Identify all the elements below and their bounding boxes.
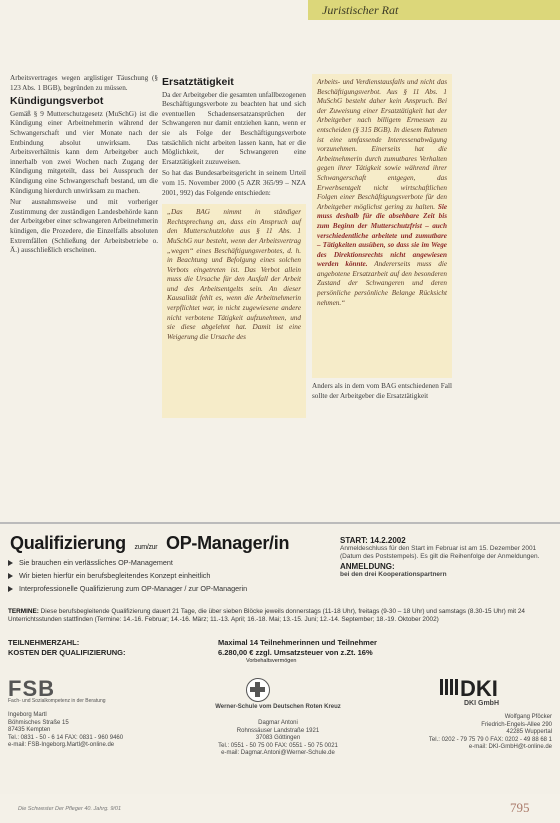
ad-bullet: Interprofessionelle Qualifizierung zum OP-Manager / zur OP-Managerin bbox=[8, 584, 338, 593]
red-cross-icon bbox=[246, 678, 270, 702]
fsb-contact: Ingeborg Martl Böhmisches Straße 15 87435 Kempten Tel.: 0831 - 50 - 6 14 FAX: 0831 - 960 9460 e-mail: FSB-Ingeborg.Martl@t-online.de bbox=[8, 712, 168, 750]
fsb-logo: FSB bbox=[8, 676, 55, 701]
column-3 bbox=[312, 74, 452, 403]
ad-start-info bbox=[340, 537, 550, 579]
col1-para2: Nur ausnahmsweise und mit vorheriger Zustimmung der zuständigen Landesbehörde kann der Arbeitgeber einer schwangeren Arbeitnehmerin kündigen, die Prozedere, die Einzelfalls absoluten Extremfällen (Schließung der Arbeitsbetriebe o. Ä.) ausschließlich erscheinen. bbox=[10, 198, 158, 255]
ad-title-small: zum/zur bbox=[134, 544, 158, 551]
quote-cont-a: Arbeits- und Verdienstausfalls und nicht das Beschäftigungsverbot. Aus § 11 Abs. 1 MuSchG besteht daher kein Anspruch. Bei der Zuweisung einer Ersatztätigkeit hat der Arbeitgeber nach billigem Ermessen zu entscheiden (§ 315 BGB). In diesem Rahmen ist eine umfassende Interessenabwägung vorzunehmen. Einerseits hat die Arbeitnehmerin durch zumutbares Verhalten gegen ihrer Tätigkeit sowie während ihrer Schwangerschaft entgegen, das Erwerbsentgelt nicht wirtschaftlichen Folgen einer Beschäftigungsverbote für den Arbeitgeber möglichst gering zu halten. bbox=[317, 78, 447, 211]
col1-para1: Gemäß § 9 Mutterschutzgesetz (MuSchG) ist die Kündigung einer Arbeitnehmerin während der Schwangerschaft und vier Monate nach der Entbindung absolut unwirksam. Das Arbeitsverhältnis kann dem Arbeitgeber auch innerhalb von zwei Wochen nach Zugang der Kündigung mitgeteilt, dass bei Ausspruch der Kündigung eine Schwangerschaft bestand, um die Kündigung hierdurch unwirksam zu machen. bbox=[10, 109, 158, 195]
court-quote-continued bbox=[312, 74, 452, 378]
dki-email-link[interactable]: e-mail: DKI-GmbH@t-online.de bbox=[468, 744, 552, 750]
teilnehmer-label: TEILNEHMERZAHL: bbox=[8, 638, 80, 647]
anmeldung-label: ANMELDUNG: bbox=[340, 562, 395, 571]
ad-title bbox=[10, 533, 289, 554]
wernerschule-title: Werner-Schule vom Deutschen Roten Kreuz bbox=[215, 704, 341, 710]
triangle-bullet-icon bbox=[8, 560, 13, 566]
col3-para2: Anders als in dem vom BAG entschiedenen Fall sollte der Arbeitgeber die Ersatztätigkeit bbox=[312, 382, 452, 400]
triangle-bullet-icon bbox=[8, 573, 13, 579]
court-quote-text: „Das BAG nimmt in ständiger Rechtsprechung an, dass ein Anspruch auf den Mutterschutzlohn aus § 11 Abs. 1 MuSchG nur besteht, wenn der Arbeitsvertrag „wegen“ eines Beschäftigungsverbotes, d. h. in Beachtung und Befolgung eines solchen Verbots eingetreten ist. Das Verbot allein muss die Ursache für den Ausfall der Arbeit und des Arbeitsentgelts sein. An dieser Kausalität fehlt es, wenn die Arbeitnehmerin verpflichtet war, in nicht zugewiesene andere nicht verbotene Tätigkeit aufzunehmen, und sie diese abgelehnt hat. Damit ist eine Weigerung die Ursache des bbox=[167, 208, 301, 341]
teilnehmer-text: Maximal 14 Teilnehmerinnen und Teilnehmer bbox=[218, 638, 377, 647]
column-2 bbox=[162, 74, 306, 418]
heading-kuendigungsverbot: Kündigungsverbot bbox=[10, 95, 104, 108]
ad-bullet: Sie brauchen ein verlässliches OP-Management bbox=[8, 558, 338, 567]
ad-bullet-list bbox=[8, 558, 338, 597]
col2-para1: Da der Arbeitgeber die gesamten unfallbezogenen Beschäftigungsverbote zu beachten hat und sich eventuellen Schadensersatzansprüchen der Schwangeren nur damit entziehen kann, wenn er sie als Folge der Beschäftigungsverbote tatsächlich nicht arbeiten lassen kann, hat er die Möglichkeit, der Schwangeren eine Ersatztätigkeit zuzuweisen. bbox=[162, 90, 306, 166]
ad-costs bbox=[8, 638, 552, 665]
page-number: 795 bbox=[510, 800, 530, 815]
start-label: START: 14.2.2002 bbox=[340, 536, 406, 545]
kosten-text: 6.280,00 € zzgl. Umsatzsteuer von z.Zt. 16% bbox=[218, 648, 373, 657]
termine-label: TERMINE: bbox=[8, 608, 39, 615]
ad-title-role: OP-Manager/in bbox=[166, 533, 290, 553]
quote-cont-c: Andererseits muss die angebotene Ersatzarbeit auf den besonderen Zustand der Schwangeren und deren persönliche persönliche Belange Rücksicht nehmen.“ bbox=[317, 260, 448, 307]
ad-title-main: Qualifizierung bbox=[10, 533, 126, 553]
kosten-note: Vorbehaltsvermögen bbox=[246, 658, 297, 664]
journal-footer: Die Schwester Der Pfleger 40. Jahrg. 9/01 bbox=[18, 806, 122, 812]
col1-intro: Arbeitsvertrages wegen arglistiger Täuschung (§ 123 Abs. 1 BGB), begründen zu müssen. bbox=[10, 74, 158, 92]
fsb-subtitle: Fach- und Sozialkompetenz in der Beratung bbox=[8, 698, 106, 704]
anmeldung-text: bei den drei Kooperationspartnern bbox=[340, 571, 447, 578]
dki-logo: DKI bbox=[460, 676, 498, 701]
column-1 bbox=[10, 74, 158, 258]
dki-bars-icon bbox=[440, 679, 458, 695]
fsb-email-link[interactable]: e-mail: FSB-Ingeborg.Martl@t-online.de bbox=[8, 742, 115, 748]
termine-text: Diese berufsbegleitende Qualifizierung dauert 21 Tage, die über sieben Blöcke jeweils donnerstags (11-18 Uhr), freitags (9-30 – 18 Uhr) und samstags (8.30-15 Uhr) mit 24 Unterrichtsstunden stattfinden (Termine: 14.-16. Februar; 14.-16. März; 11.-13. April; 16.-18. Mai; 13.-15. Juni; 12.-14. September; 18.-19. Oktober 2002) bbox=[8, 608, 525, 623]
dki-contact: Wolfgang Pföcker Friedrich-Engels-Allee 290 42285 Wuppertal Tel.: 0202 - 79 75 79 0 FAX: 0202 - 49 88 68 1 e-mail: DKI-GmbH@t-online.de bbox=[400, 714, 552, 752]
court-quote bbox=[162, 204, 306, 418]
quote-cont-b: Sie muss deshalb für die absehbare Zeit bis zum Beginn der Mutterschutzfrist – auch verschiedentliche arbeitete und zumutbare – Tätigkeiten ausüben, so dass sie im Wege des Direktionsrechts nicht angewiesen werden könnte. bbox=[317, 202, 448, 269]
section-tab: Juristischer Rat bbox=[308, 0, 560, 20]
triangle-bullet-icon bbox=[8, 586, 13, 592]
heading-ersatztaetigkeit: Ersatztätigkeit bbox=[162, 76, 234, 88]
dki-subtitle: DKI GmbH bbox=[464, 700, 499, 707]
col2-para2: So hat das Bundesarbeitsgericht in seinem Urteil vom 15. November 2000 (5 AZR 365/99 – NZA 2001, 992) das Folgende entschieden: bbox=[162, 169, 306, 197]
wernerschule-contact: Dagmar Antoni Rohnssäuser Landstraße 1921 37083 Göttingen Tel.: 0551 - 50 75 00 FAX: 0551 - 50 75 0021 e-mail: Dagmar.Antoni@Werner-Schule.de bbox=[183, 720, 373, 758]
wernerschule-email-link[interactable]: e-mail: Dagmar.Antoni@Werner-Schule.de bbox=[221, 750, 335, 756]
start-text: Anmeldeschluss für den Start im Februar ist am 15. Dezember 2001 (Datum des Poststempels). Es gilt die Reihenfolge der Anmeldungen. bbox=[340, 545, 540, 560]
ad-bullet: Wir bieten hierfür ein berufsbegleitendes Konzept einheitlich bbox=[8, 571, 338, 580]
ad-termine bbox=[0, 606, 560, 640]
kosten-label: KOSTEN DER QUALIFIZIERUNG: bbox=[8, 648, 126, 657]
